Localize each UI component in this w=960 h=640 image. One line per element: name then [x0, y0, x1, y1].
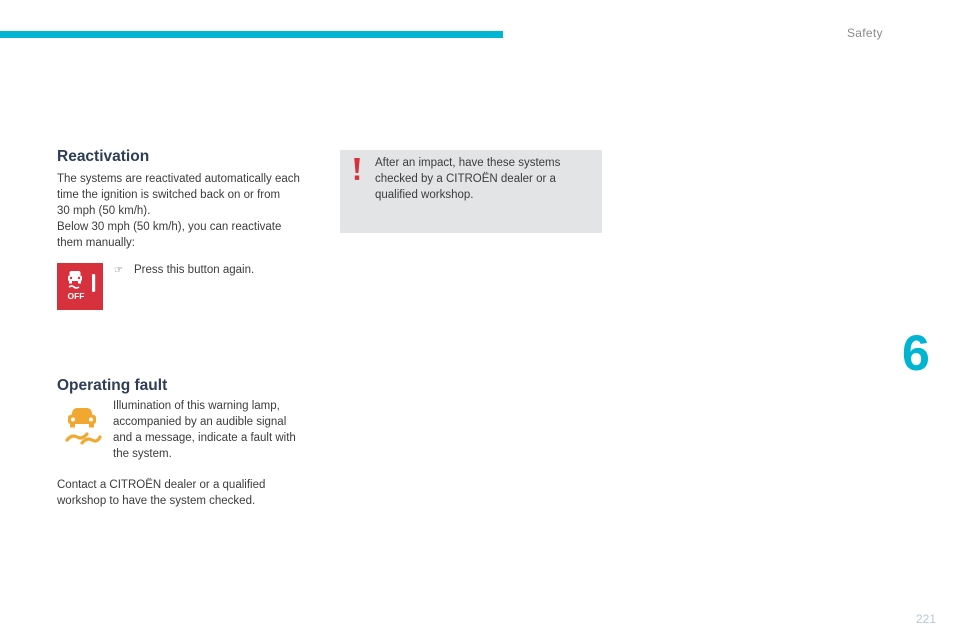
- warning-lamp-text: [113, 398, 343, 462]
- reactivation-text: [57, 171, 327, 251]
- page-number: 221: [915, 612, 936, 626]
- reactivation-heading: Reactivation: [57, 148, 150, 165]
- note-text: [375, 155, 597, 203]
- contact-line: workshop to have the system checked.: [57, 495, 256, 507]
- reactivation-line: time the ignition is switched back on or from: [57, 189, 281, 201]
- note-line: checked by a CITROËN dealer or a: [375, 173, 556, 185]
- lamp-line: accompanied by an audible signal: [113, 416, 287, 428]
- bullet-text: Press this button again.: [134, 264, 255, 276]
- lamp-line: Illumination of this warning lamp,: [113, 400, 280, 412]
- chapter-number: 6: [902, 325, 930, 381]
- reactivation-line: Below 30 mph (50 km/h), you can reactivate: [57, 221, 282, 233]
- contact-dealer-text: [57, 477, 327, 509]
- exclamation-icon: [352, 156, 362, 182]
- warning-note-box: [340, 150, 602, 233]
- section-color-bar: [0, 31, 503, 38]
- lamp-line: the system.: [113, 448, 172, 460]
- svg-text:OFF: OFF: [67, 291, 85, 301]
- operating-fault-heading: Operating fault: [57, 377, 168, 394]
- contact-line: Contact a CITROËN dealer or a qualified: [57, 479, 266, 491]
- reactivation-line: them manually:: [57, 237, 135, 249]
- press-button-instruction: [114, 262, 254, 279]
- reactivation-line: 30 mph (50 km/h).: [57, 205, 151, 217]
- note-line: After an impact, have these systems: [375, 157, 561, 169]
- pointing-hand-bullet-icon: ☞: [114, 265, 123, 276]
- stability-control-off-button-icon: [57, 263, 103, 310]
- note-line: qualified workshop.: [375, 189, 474, 201]
- section-title: Safety: [847, 26, 883, 40]
- lamp-line: and a message, indicate a fault with: [113, 432, 296, 444]
- stability-control-warning-lamp-icon: [62, 404, 102, 446]
- reactivation-line: The systems are reactivated automatically each: [57, 173, 300, 185]
